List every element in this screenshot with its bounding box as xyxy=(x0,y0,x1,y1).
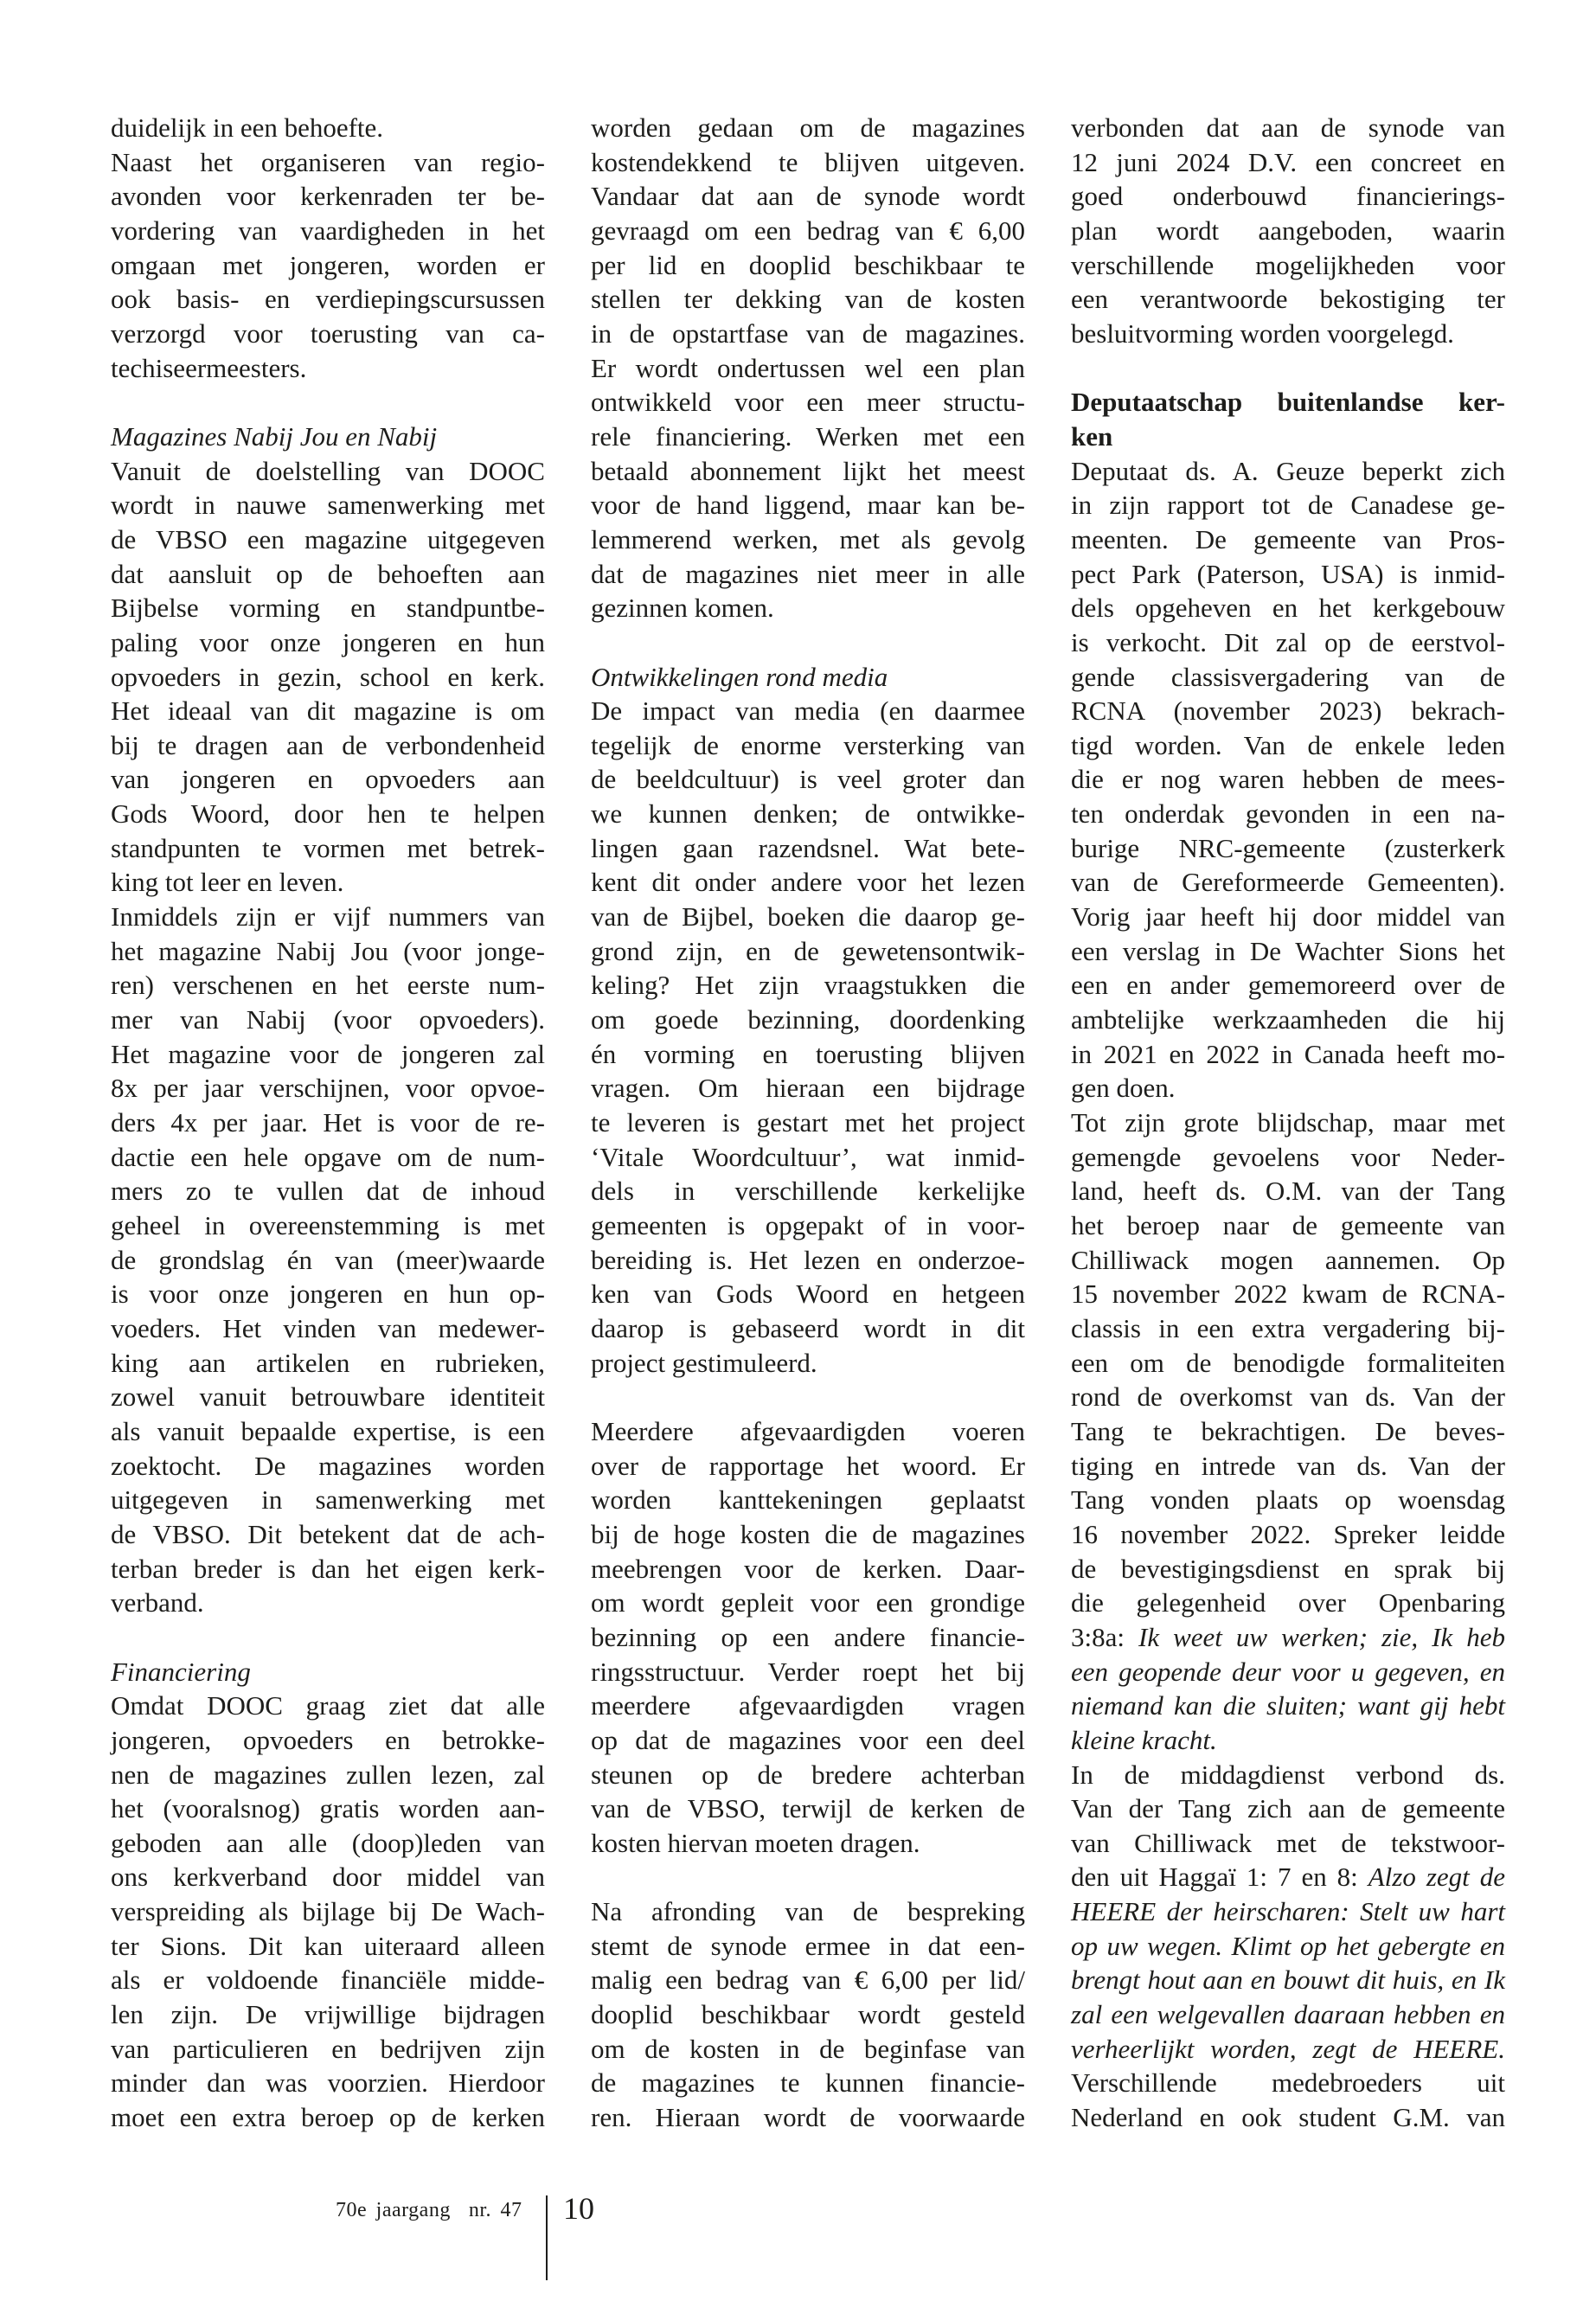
footer-divider xyxy=(546,2195,548,2280)
text-line: de VBSO een magazine uitgegeven xyxy=(111,523,545,554)
italic-quote: Ik weet uw werken; zie, Ik heb xyxy=(1138,1621,1505,1652)
section-spacer xyxy=(591,1860,1025,1894)
text-line: ambtelijke werkzaamheden die hij xyxy=(1071,1004,1505,1035)
text-line: Nederland en ook student G.M. van xyxy=(1071,2102,1505,2133)
text-line: dat de magazines niet meer in alle xyxy=(591,558,1025,589)
text-line: pect Park (Paterson, USA) is inmid- xyxy=(1071,558,1505,589)
text-line: Ontwikkelingen rond media xyxy=(591,661,888,692)
text-line: geheel in overeenstemming is met xyxy=(111,1210,545,1240)
text-line: jongeren, opvoeders en betrokke- xyxy=(111,1724,545,1755)
text-line: over de rapportage het woord. Er xyxy=(591,1450,1025,1481)
text-line: vragen. Om hieraan een bijdrage xyxy=(591,1073,1025,1104)
text-line: len zijn. De vrijwillige bijdragen xyxy=(111,1999,545,2030)
text-line: dooplid beschikbaar wordt gesteld xyxy=(591,1999,1025,2030)
text-line: tigd worden. Van de enkele leden xyxy=(1071,729,1505,760)
text-line: bezinning op een andere financie- xyxy=(591,1621,1025,1652)
text-line: een verantwoorde bekostiging ter xyxy=(1071,284,1505,315)
text-line: Deputaat ds. A. Geuze beperkt zich xyxy=(1071,455,1505,486)
text-line: Bijbelse vorming en standpuntbe- xyxy=(111,593,545,624)
text-line: die gelegenheid over Openbaring xyxy=(1071,1587,1505,1618)
text-line: van de Bijbel, boeken die daarop ge- xyxy=(591,901,1025,933)
text-line: meerdere afgevaardigden vragen xyxy=(591,1690,1025,1721)
text-line: de beeldcultuur) is veel groter dan xyxy=(591,764,1025,795)
text-line: stemt de synode ermee in dat een- xyxy=(591,1930,1025,1961)
text-line: per lid en dooplid beschikbaar te xyxy=(591,249,1025,280)
text-line: ren. Hieraan wordt de voorwaarde xyxy=(591,2102,1025,2133)
text-line: plan wordt aangeboden, waarin xyxy=(1071,215,1505,246)
text-line: ders 4x per jaar. Het is voor de re- xyxy=(111,1107,545,1138)
section-heading xyxy=(1071,385,1505,453)
text-line: ‘Vitale Woordcultuur’, wat inmid- xyxy=(591,1141,1025,1172)
text-line: De impact van media (en daarmee xyxy=(591,695,1025,727)
text-line: verschillende mogelijkheden voor xyxy=(1071,249,1505,280)
section-spacer xyxy=(111,385,545,420)
text-line: gemeenten is opgepakt of in voor- xyxy=(591,1210,1025,1240)
paragraph xyxy=(1071,1758,1505,2135)
text-line: Na afronding van de bespreking xyxy=(591,1896,1025,1927)
text-line: meenten. De gemeente van Pros- xyxy=(1071,523,1505,554)
text-line: keling? Het zijn vraagstukken die xyxy=(591,970,1025,1001)
text-line: bij de hoge kosten die de magazines xyxy=(591,1518,1025,1549)
text-line: dels in verschillende kerkelijke xyxy=(591,1176,1025,1207)
text-line: de magazines te kunnen financie- xyxy=(591,2067,1025,2099)
text-line: grond zijn, en de gewetensontwik- xyxy=(591,935,1025,966)
issue-info: 70e jaargang nr. 47 xyxy=(336,2199,522,2221)
text-line: standpunten te vormen met betrek- xyxy=(111,832,545,863)
text-line: gevraagd om een bedrag van € 6,00 xyxy=(591,215,1025,246)
text-line: daarop is gebaseerd wordt in dit xyxy=(591,1312,1025,1343)
text-line: verspreiding als bijlage bij De Wach- xyxy=(111,1896,545,1927)
text-line: omgaan met jongeren, worden er xyxy=(111,249,545,280)
text-line: Inmiddels zijn er vijf nummers van xyxy=(111,901,545,933)
italic-quote: zal een welgevallen daaraan hebben en xyxy=(1071,1999,1505,2030)
text-line: 16 november 2022. Spreker leidde xyxy=(1071,1518,1505,1549)
text-line: besluitvorming worden voorgelegd. xyxy=(1071,317,1454,349)
text-line: voor de hand liggend, maar kan be- xyxy=(591,490,1025,521)
text-line: opvoeders in gezin, school en kerk. xyxy=(111,661,545,692)
italic-quote: op uw wegen. Klimt op het gebergte en xyxy=(1071,1930,1505,1961)
text-line: voeders. Het vinden van medewer- xyxy=(111,1312,545,1343)
paragraph xyxy=(591,1894,1025,2135)
text-line: Vorig jaar heeft hij door middel van xyxy=(1071,901,1505,933)
text-line: Omdat DOOC graag ziet dat alle xyxy=(111,1690,545,1721)
text-line: van Chilliwack met de tekstwoor- xyxy=(1071,1827,1505,1858)
text-line: malig een bedrag van € 6,00 per lid/ xyxy=(591,1965,1025,1996)
text-line: dat aansluit op de behoeften aan xyxy=(111,558,545,589)
text-line xyxy=(1071,1723,1505,1758)
text-line: gemengde gevoelens voor Neder- xyxy=(1071,1141,1505,1172)
text-line xyxy=(1071,1894,1505,1929)
text-line: gezinnen komen. xyxy=(591,593,774,624)
text-line: Tang vonden plaats op woensdag xyxy=(1071,1484,1505,1516)
text-line: rond de overkomst van ds. Van der xyxy=(1071,1381,1505,1413)
section-heading xyxy=(111,420,545,454)
text-line: Gods Woord, door hen te helpen xyxy=(111,798,545,830)
text-line: als er voldoende financiële midde- xyxy=(111,1965,545,1996)
text-line: ter Sions. Dit kan uiteraard alleen xyxy=(111,1930,545,1961)
text-line xyxy=(1071,1929,1505,1964)
text-line: op dat de magazines voor een deel xyxy=(591,1724,1025,1755)
paragraph xyxy=(111,111,545,145)
text-line: verzorgd voor toerusting van ca- xyxy=(111,317,545,349)
text-line: Financiering xyxy=(111,1656,251,1687)
paragraph xyxy=(111,1689,545,2135)
text-line: om de kosten in de beginfase van xyxy=(591,2033,1025,2064)
text-line: goed onderbouwd financierings- xyxy=(1071,181,1505,212)
paragraph xyxy=(1071,111,1505,351)
text-line: een verslag in De Wachter Sions het xyxy=(1071,935,1505,966)
text-line: de grondslag én van (meer)waarde xyxy=(111,1244,545,1275)
text-line: Magazines Nabij Jou en Nabij xyxy=(111,420,438,452)
section-heading xyxy=(591,660,1025,695)
text-line: in 2021 en 2022 in Canada heeft mo- xyxy=(1071,1038,1505,1069)
text-line: om wordt gepleit voor een grondige xyxy=(591,1587,1025,1618)
paragraph xyxy=(111,900,545,1620)
text-line: tegelijk de enorme versterking van xyxy=(591,729,1025,760)
text-line: stellen ter dekking van de kosten xyxy=(591,284,1025,315)
text-line: uitgegeven in samenwerking met xyxy=(111,1484,545,1516)
text-line: ook basis- en verdiepingscursussen xyxy=(111,284,545,315)
text-line: nen de magazines zullen lezen, zal xyxy=(111,1759,545,1790)
text-line: de VBSO. Dit betekent dat de ach- xyxy=(111,1518,545,1549)
text-line: van jongeren en opvoeders aan xyxy=(111,764,545,795)
text-line: avonden voor kerkenraden ter be- xyxy=(111,181,545,212)
paragraph xyxy=(111,454,545,901)
text-line: Verschillende medebroeders uit xyxy=(1071,2067,1505,2099)
text-line: duidelijk in een behoefte. xyxy=(111,112,384,143)
text-line: we kunnen denken; de ontwikke- xyxy=(591,798,1025,830)
text-line: rele financiering. Werken met een xyxy=(591,420,1025,452)
text-line: Meerdere afgevaardigden voeren xyxy=(591,1415,1025,1446)
text-line: is voor onze jongeren en hun op- xyxy=(111,1279,545,1310)
text-line: kosten hiervan moeten dragen. xyxy=(591,1827,920,1858)
text-line xyxy=(1071,1997,1505,2032)
text-column-3 xyxy=(1071,111,1505,2135)
paragraph xyxy=(1071,454,1505,1106)
roman-text: den uit Haggaï 1: 7 en 8: xyxy=(1071,1862,1368,1893)
text-line: te leveren is gestart met het project xyxy=(591,1107,1025,1138)
text-line: het magazine Nabij Jou (voor jonge- xyxy=(111,935,545,966)
text-line: gen doen. xyxy=(1071,1073,1176,1104)
text-line: én vorming en toerusting blijven xyxy=(591,1038,1025,1069)
text-line: wordt in nauwe samenwerking met xyxy=(111,490,545,521)
italic-quote: kleine kracht. xyxy=(1071,1724,1217,1755)
italic-quote: brengt hout aan en bouwt dit huis, en Ik xyxy=(1071,1965,1505,1996)
text-line: worden gedaan om de magazines xyxy=(591,112,1025,143)
text-line: mer van Nabij (voor opvoeders). xyxy=(111,1004,545,1035)
text-line: 8x per jaar verschijnen, voor opvoe- xyxy=(111,1073,545,1104)
text-line xyxy=(1071,1689,1505,1723)
text-line: bereiding is. Het lezen en onderzoe- xyxy=(591,1244,1025,1275)
text-line: die er nog waren hebben de mees- xyxy=(1071,764,1505,795)
text-line: kostendekkend te blijven uitgeven. xyxy=(591,146,1025,177)
text-line: betaald abonnement lijkt het meest xyxy=(591,455,1025,486)
text-line: techiseermeesters. xyxy=(111,352,307,383)
paragraph xyxy=(591,111,1025,625)
text-line: zoektocht. De magazines worden xyxy=(111,1450,545,1481)
text-line: Deputaatschap buitenlandse ker- xyxy=(1071,387,1505,418)
text-line: kent dit onder andere voor het lezen xyxy=(591,867,1025,898)
text-line: land, heeft ds. O.M. van der Tang xyxy=(1071,1176,1505,1207)
text-line: steunen op de bredere achterban xyxy=(591,1759,1025,1790)
text-line: ren) verschenen en het eerste num- xyxy=(111,970,545,1001)
paragraph xyxy=(591,1414,1025,1861)
text-column-2 xyxy=(591,111,1025,2135)
text-line: ontwikkeld voor een meer structu- xyxy=(591,387,1025,418)
text-line: geboden aan alle (doop)leden van xyxy=(111,1827,545,1858)
text-line: verband. xyxy=(111,1587,204,1618)
page-number: 10 xyxy=(563,2191,594,2226)
text-line: lemmerend werken, met als gevolg xyxy=(591,523,1025,554)
text-line: ringsstructuur. Verder roept het bij xyxy=(591,1656,1025,1687)
text-line: Vanuit de doelstelling van DOOC xyxy=(111,455,545,486)
text-line: Chilliwack mogen aannemen. Op xyxy=(1071,1244,1505,1275)
text-line: lingen gaan razendsnel. Wat bete- xyxy=(591,832,1025,863)
text-line: tiging en intrede van ds. Van der xyxy=(1071,1450,1505,1481)
text-line: mers zo te vullen dat de inhoud xyxy=(111,1176,545,1207)
text-line: van de VBSO, terwijl de kerken de xyxy=(591,1793,1025,1824)
section-spacer xyxy=(111,1620,545,1655)
text-line xyxy=(1071,1963,1505,1997)
text-line: een en ander gememoreerd over de xyxy=(1071,970,1505,1001)
text-line: paling voor onze jongeren en hun xyxy=(111,626,545,657)
text-line: minder dan was voorzien. Hierdoor xyxy=(111,2067,545,2099)
text-line: worden kanttekeningen geplaatst xyxy=(591,1484,1025,1516)
text-line: Er wordt ondertussen wel een plan xyxy=(591,352,1025,383)
text-line: bij te dragen aan de verbondenheid xyxy=(111,729,545,760)
section-spacer xyxy=(591,625,1025,660)
roman-text: 3:8a: xyxy=(1071,1621,1138,1652)
text-line: in zijn rapport tot de Canadese ge- xyxy=(1071,490,1505,521)
text-line: de bevestigingsdienst en sprak bij xyxy=(1071,1553,1505,1584)
text-line: Vandaar dat aan de synode wordt xyxy=(591,181,1025,212)
text-line: Het magazine voor de jongeren zal xyxy=(111,1038,545,1069)
text-line: om goede bezinning, doordenking xyxy=(591,1004,1025,1035)
paragraph xyxy=(591,694,1025,1380)
text-line: is verkocht. Dit zal op de eerstvol- xyxy=(1071,626,1505,657)
text-line: king tot leer en leven. xyxy=(111,867,344,898)
text-line: verbonden dat aan de synode van xyxy=(1071,112,1505,143)
text-line: meebrengen voor de kerken. Daar- xyxy=(591,1553,1025,1584)
text-line: dactie een hele opgave om de num- xyxy=(111,1141,545,1172)
text-line: moet een extra beroep op de kerken xyxy=(111,2102,545,2133)
section-spacer xyxy=(591,1380,1025,1414)
text-line: zowel vanuit betrouwbare identiteit xyxy=(111,1381,545,1413)
text-line: ken xyxy=(1071,420,1113,452)
text-line: ken van Gods Woord en hetgeen xyxy=(591,1279,1025,1310)
paragraph xyxy=(1071,1106,1505,1757)
text-line: king aan artikelen en rubrieken, xyxy=(111,1347,545,1378)
italic-quote: verheerlijkt worden, zegt de HEERE. xyxy=(1071,2033,1505,2064)
text-line xyxy=(1071,1655,1505,1689)
paragraph xyxy=(111,145,545,386)
text-line: RCNA (november 2023) bekrach- xyxy=(1071,695,1505,727)
text-line: ten onderdak gevonden in een na- xyxy=(1071,798,1505,830)
italic-quote: Alzo zegt de xyxy=(1368,1862,1505,1893)
italic-quote: HEERE der heirscharen: Stelt uw hart xyxy=(1071,1896,1505,1927)
text-line: gende classisvergadering van de xyxy=(1071,661,1505,692)
text-line: Tang te bekrachtigen. De beves- xyxy=(1071,1415,1505,1446)
text-line: classis in een extra vergadering bij- xyxy=(1071,1312,1505,1343)
text-line: dels opgeheven en het kerkgebouw xyxy=(1071,593,1505,624)
text-line: project gestimuleerd. xyxy=(591,1347,817,1378)
text-line: Van der Tang zich aan de gemeente xyxy=(1071,1793,1505,1824)
text-line: als vanuit bepaalde expertise, is een xyxy=(111,1415,545,1446)
text-line: vordering van vaardigheden in het xyxy=(111,215,545,246)
text-line: ons kerkverband door middel van xyxy=(111,1862,545,1893)
text-line: Het ideaal van dit magazine is om xyxy=(111,695,545,727)
section-heading xyxy=(111,1655,545,1689)
text-line: een om de benodigde formaliteiten xyxy=(1071,1347,1505,1378)
section-spacer xyxy=(1071,351,1505,386)
text-line: het beroep naar de gemeente van xyxy=(1071,1210,1505,1240)
text-line: van particulieren en bedrijven zijn xyxy=(111,2033,545,2064)
text-line: van de Gereformeerde Gemeenten). xyxy=(1071,867,1505,898)
text-line: in de opstartfase van de magazines. xyxy=(591,317,1025,349)
text-line: Naast het organiseren van regio- xyxy=(111,146,545,177)
text-line: 15 november 2022 kwam de RCNA- xyxy=(1071,1279,1505,1310)
text-line: burige NRC-gemeente (zusterkerk xyxy=(1071,832,1505,863)
text-line: Tot zijn grote blijdschap, maar met xyxy=(1071,1107,1505,1138)
text-line xyxy=(1071,1620,1505,1655)
text-column-1 xyxy=(111,111,545,2135)
text-line: 12 juni 2024 D.V. een concreet en xyxy=(1071,146,1505,177)
italic-quote: niemand kan die sluiten; want gij hebt xyxy=(1071,1690,1505,1721)
italic-quote: een geopende deur voor u gegeven, en xyxy=(1071,1656,1505,1687)
text-line: het (vooralsnog) gratis worden aan- xyxy=(111,1793,545,1824)
text-line xyxy=(1071,1860,1505,1894)
text-line xyxy=(1071,2032,1505,2067)
text-line: terban breder is dan het eigen kerk- xyxy=(111,1553,545,1584)
text-line: In de middagdienst verbond ds. xyxy=(1071,1759,1505,1790)
